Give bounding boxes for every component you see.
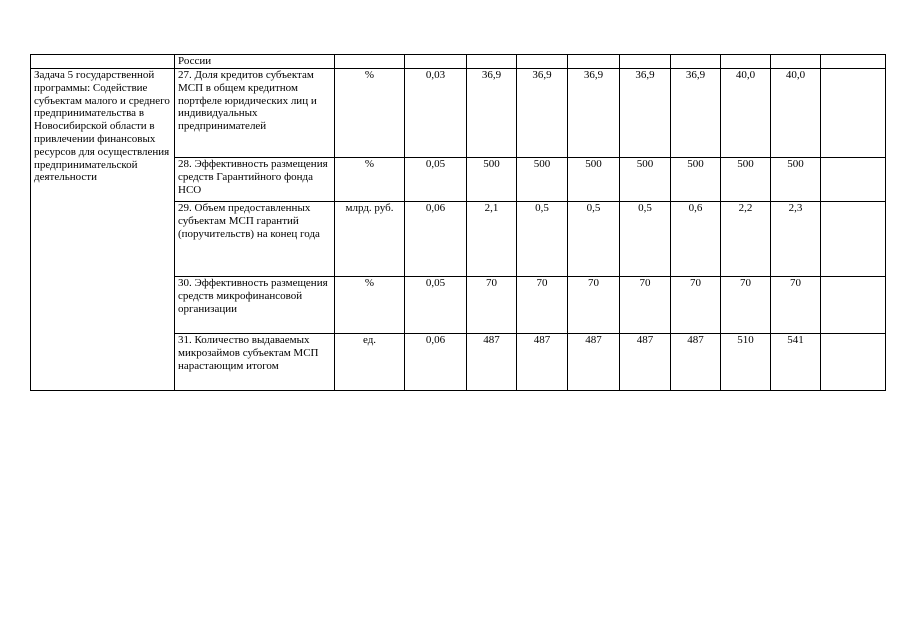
value-cell: 40,0 [771,69,821,158]
indicator-cell: 27. Доля кредитов субъектам МСП в общем кредитном портфеле юридических лиц и индивидуальных предпринимателей [175,69,335,158]
value-cell: 70 [721,277,771,334]
value-cell [620,55,671,69]
note-cell [821,158,886,202]
weight-cell: 0,06 [405,202,467,277]
value-cell [517,55,568,69]
value-cell: 36,9 [620,69,671,158]
value-cell: 40,0 [721,69,771,158]
value-cell: 70 [517,277,568,334]
value-cell: 500 [517,158,568,202]
unit-cell: % [335,277,405,334]
value-cell: 487 [671,334,721,391]
value-cell: 510 [721,334,771,391]
value-cell: 0,5 [568,202,620,277]
value-cell: 500 [721,158,771,202]
weight-cell: 0,05 [405,277,467,334]
value-cell [467,55,517,69]
value-cell [721,55,771,69]
value-cell [568,55,620,69]
note-cell [821,55,886,69]
unit-cell: % [335,69,405,158]
value-cell: 500 [467,158,517,202]
value-cell: 36,9 [671,69,721,158]
value-cell: 0,5 [620,202,671,277]
value-cell [671,55,721,69]
value-cell: 500 [620,158,671,202]
note-cell [821,334,886,391]
value-cell: 70 [671,277,721,334]
weight-cell: 0,03 [405,69,467,158]
value-cell: 70 [771,277,821,334]
value-cell: 0,6 [671,202,721,277]
value-cell: 500 [671,158,721,202]
indicator-cell: России [175,55,335,69]
value-cell: 2,2 [721,202,771,277]
value-cell: 2,1 [467,202,517,277]
indicator-cell: 30. Эффективность размещения средств микрофинансовой организации [175,277,335,334]
unit-cell [335,55,405,69]
value-cell: 487 [620,334,671,391]
task-cell-empty [31,55,175,69]
weight-cell: 0,05 [405,158,467,202]
table-row-continuation [31,55,886,69]
value-cell [771,55,821,69]
table-row [31,69,886,158]
weight-cell: 0,06 [405,334,467,391]
indicator-cell: 29. Объем предоставленных субъектам МСП гарантий (поручительств) на конец года [175,202,335,277]
value-cell: 487 [517,334,568,391]
unit-cell: ед. [335,334,405,391]
note-cell [821,202,886,277]
value-cell: 36,9 [467,69,517,158]
indicator-cell: 31. Количество выдаваемых микрозаймов субъектам МСП нарастающим итогом [175,334,335,391]
value-cell: 36,9 [517,69,568,158]
indicators-table [30,54,886,391]
unit-cell: % [335,158,405,202]
task-label-cell: Задача 5 государственной программы: Содействие субъектам малого и среднего предпринимательства в Новосибирской области в привлечении финансовых ресурсов для осуществления предпринимательской деятельности [31,69,175,391]
value-cell: 500 [771,158,821,202]
value-cell: 36,9 [568,69,620,158]
value-cell: 541 [771,334,821,391]
value-cell: 487 [568,334,620,391]
unit-cell: млрд. руб. [335,202,405,277]
value-cell: 70 [620,277,671,334]
value-cell: 70 [467,277,517,334]
note-cell [821,69,886,158]
value-cell: 487 [467,334,517,391]
value-cell: 0,5 [517,202,568,277]
note-cell [821,277,886,334]
value-cell: 2,3 [771,202,821,277]
value-cell: 500 [568,158,620,202]
indicator-cell: 28. Эффективность размещения средств Гарантийного фонда НСО [175,158,335,202]
value-cell: 70 [568,277,620,334]
weight-cell [405,55,467,69]
